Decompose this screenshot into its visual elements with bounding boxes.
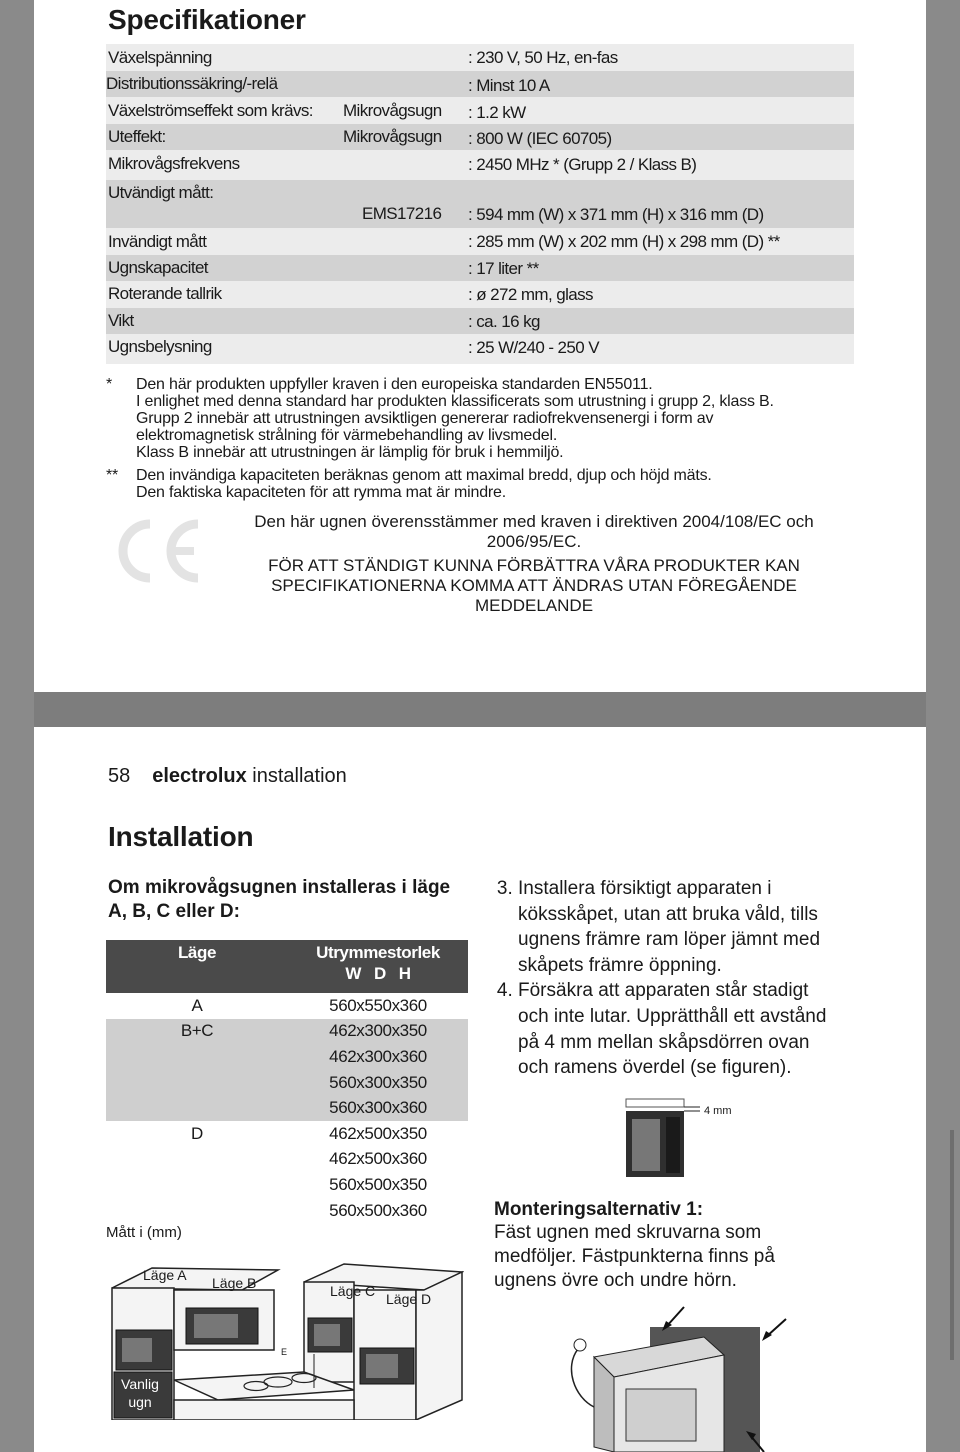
spec-value: : ø 272 mm, glass xyxy=(468,285,593,304)
table-row xyxy=(106,1198,468,1224)
footnote-mark: ** xyxy=(106,467,119,484)
table-row xyxy=(106,1095,468,1121)
table-row xyxy=(106,993,468,1019)
footnote-line: elektromagnetisk strålning för värmebehandling av livsmedel. xyxy=(136,427,558,444)
diagram-label-b: Läge B xyxy=(212,1275,257,1291)
spec-sub: Mikrovågsugn xyxy=(343,101,442,120)
table-row xyxy=(106,1019,468,1045)
position-cell xyxy=(106,1147,288,1173)
page-title: Specifikationer xyxy=(108,4,306,35)
mount-text: Fäst ugnen med skruvarna som medföljer. Fästpunkterna finns på ugnens övre och undre hörn. xyxy=(494,1222,775,1291)
spec-value: : 17 liter ** xyxy=(468,259,539,278)
mounting-figure xyxy=(554,1297,794,1452)
page-gap xyxy=(34,692,926,727)
section-name: installation xyxy=(252,765,347,787)
positions-table xyxy=(106,940,468,1223)
footnote-line: Den invändiga kapaciteten beräknas genom att maximal bredd, djup och höjd mäts. xyxy=(136,467,712,484)
spec-sub: EMS17216 xyxy=(362,204,442,223)
footnote-line: Den faktiska kapaciteten för att rymma mat är mindre. xyxy=(136,484,506,501)
table-row xyxy=(106,1147,468,1173)
spec-table xyxy=(106,44,854,364)
diagram-label-a: Läge A xyxy=(143,1267,187,1283)
diagram-label-c: Läge C xyxy=(330,1283,376,1299)
spec-label: Distributionssäkring/-relä xyxy=(106,74,278,93)
position-cell: B+C xyxy=(106,1019,288,1045)
size-cell: 462x500x360 xyxy=(288,1147,468,1173)
size-cell: 560x500x350 xyxy=(288,1172,468,1198)
spec-row xyxy=(106,44,854,71)
footnote-line: Den här produkten uppfyller kraven i den europeiska standarden EN55011. xyxy=(136,376,653,393)
spec-row xyxy=(106,228,854,255)
spec-label: Mikrovågsfrekvens xyxy=(108,154,240,173)
footnote-line: Klass B innebär att utrustningen är lämplig för bruk i hemmiljö. xyxy=(136,444,564,461)
size-cell: 462x500x350 xyxy=(288,1121,468,1147)
spec-value: : Minst 10 A xyxy=(468,76,550,95)
diagram-label-d: Läge D xyxy=(386,1291,432,1307)
spec-row xyxy=(106,180,854,228)
running-header xyxy=(108,765,347,788)
size-cell: 560x300x350 xyxy=(288,1070,468,1096)
position-cell: D xyxy=(106,1121,288,1147)
spec-label: Vikt xyxy=(108,311,134,330)
spec-label: Ugnskapacitet xyxy=(108,258,208,277)
spec-label: Utvändigt mått: xyxy=(108,183,214,202)
spec-value: : 1.2 kW xyxy=(468,103,526,122)
installation-page xyxy=(34,727,926,1452)
spec-label: Växelspänning xyxy=(108,48,212,67)
diagram-label-e: E xyxy=(281,1347,288,1357)
size-cell: 560x500x360 xyxy=(288,1198,468,1224)
positions-subtitle: Om mikrovågsugnen installeras i läge A, B, C eller D: xyxy=(108,877,451,922)
steps-list xyxy=(494,876,844,1081)
conformity-text: Den här ugnen överensstämmer med kraven i direktiven 2004/108/EC och 2006/95/EC. xyxy=(254,512,814,551)
spec-row xyxy=(106,124,854,150)
footnote-2 xyxy=(136,467,712,501)
position-cell xyxy=(106,1198,288,1224)
spec-value: : 594 mm (W) x 371 mm (H) x 316 mm (D) xyxy=(468,205,764,224)
spec-row xyxy=(106,281,854,308)
footnote-line: I enlighet med denna standard har produkten klassificerats som utrustning i grupp 2, klass B. xyxy=(136,393,774,410)
clearance-figure xyxy=(624,1097,700,1179)
position-cell xyxy=(106,1095,288,1121)
spec-label: Uteffekt: xyxy=(108,127,166,146)
footnote-mark: * xyxy=(106,376,113,393)
spec-value: : ca. 16 kg xyxy=(468,312,540,331)
page-number: 58 xyxy=(108,765,131,787)
position-cell xyxy=(106,1044,288,1070)
position-cell xyxy=(106,1070,288,1096)
spec-label: Roterande tallrik xyxy=(108,284,222,303)
diagram-label-oven: Vanlig ugn xyxy=(121,1376,159,1410)
table-row xyxy=(106,1121,468,1147)
spec-value: : 230 V, 50 Hz, en-fas xyxy=(468,48,618,67)
col-header-size xyxy=(288,940,468,993)
col-header-size-label: Utrymmestorlek xyxy=(316,943,440,962)
spec-label: Ugnsbelysning xyxy=(108,337,212,356)
ce-mark-icon xyxy=(112,518,204,584)
table-row xyxy=(106,1070,468,1096)
spec-row xyxy=(106,255,854,281)
size-cell: 560x300x360 xyxy=(288,1095,468,1121)
table-row xyxy=(106,1172,468,1198)
spec-row xyxy=(106,150,854,180)
size-cell: 560x550x360 xyxy=(288,993,468,1019)
spec-row xyxy=(106,71,854,97)
spec-value: : 800 W (IEC 60705) xyxy=(468,129,612,148)
notice-text: FÖR ATT STÄNDIGT KUNNA FÖRBÄTTRA VÅRA PRODUKTER KAN SPECIFIKATIONERNA KOMMA ATT ÄNDRAS UTAN FÖREGÅENDE MEDDELANDE xyxy=(268,556,800,615)
spec-value: : 285 mm (W) x 202 mm (H) x 298 mm (D) ** xyxy=(468,232,780,251)
size-cell: 462x300x360 xyxy=(288,1044,468,1070)
step-4: 4. Försäkra att apparaten står stadigt och inte lutar. Upprätthåll ett avstånd på 4 mm mellan skåpsdörren ovan och ramens överdel (se figuren). xyxy=(518,978,844,1080)
col-header-position: Läge xyxy=(106,940,288,993)
spec-label: Växelströmseffekt som krävs: xyxy=(108,101,313,120)
mount-title: Monteringsalternativ 1: xyxy=(494,1199,704,1220)
spec-sub: Mikrovågsugn xyxy=(343,127,442,146)
scrollbar-track xyxy=(950,1130,954,1360)
page-title: Installation xyxy=(108,821,254,852)
spec-value: : 25 W/240 - 250 V xyxy=(468,338,599,357)
spec-label: Invändigt mått xyxy=(108,232,207,251)
spec-row xyxy=(106,308,854,334)
footnote-line: Grupp 2 innebär att utrustningen avsiktligen genererar radiofrekvensenergi i form av xyxy=(136,410,714,427)
footnote-1 xyxy=(136,376,774,461)
position-cell: A xyxy=(106,993,288,1019)
units-note: Mått i (mm) xyxy=(106,1224,182,1241)
col-header-dims: W D H xyxy=(345,964,411,983)
position-cell xyxy=(106,1172,288,1198)
table-row xyxy=(106,1044,468,1070)
spec-page xyxy=(34,0,926,692)
gap-label: 4 mm xyxy=(704,1105,732,1117)
spec-row xyxy=(106,97,854,124)
brand-name: electrolux xyxy=(152,765,247,787)
spec-value: : 2450 MHz * (Grupp 2 / Klass B) xyxy=(468,155,697,174)
size-cell: 462x300x350 xyxy=(288,1019,468,1045)
spec-row xyxy=(106,334,854,364)
step-3: 3. Installera försiktigt apparaten i köksskåpet, utan att bruka våld, tills ugnens främre ram löper jämnt med skåpets främre öppning. xyxy=(518,876,844,978)
